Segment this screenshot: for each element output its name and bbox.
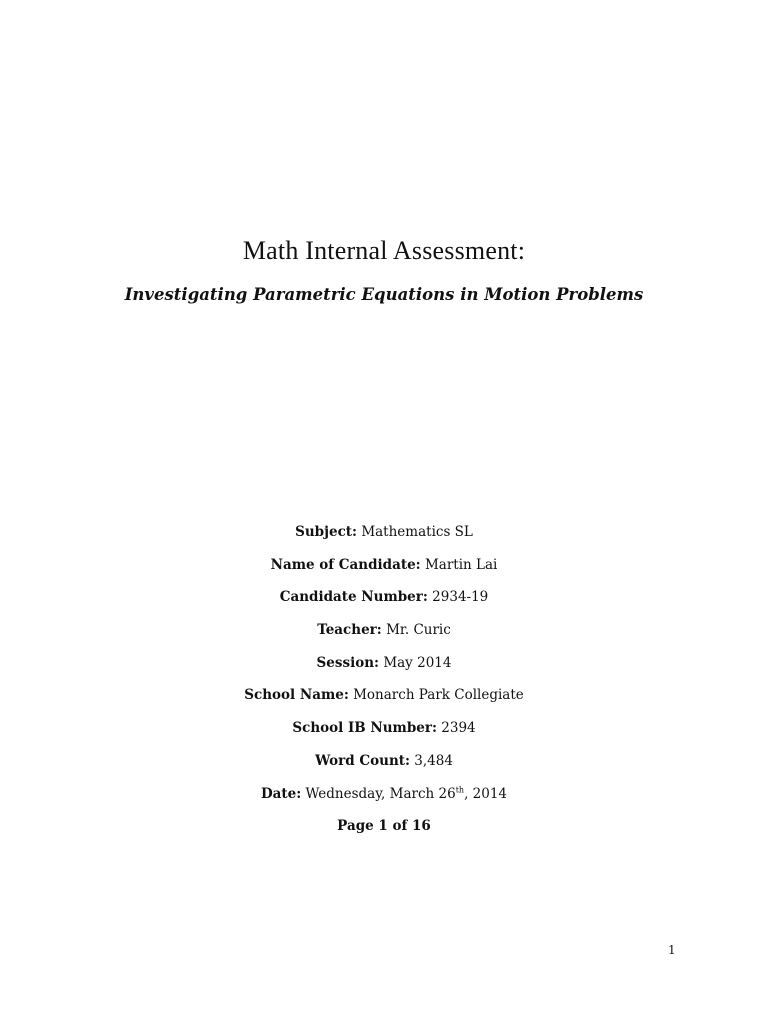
teacher-line [0,620,768,653]
page-of-line: Page 1 of 16 [337,818,431,835]
session-label: Session: [316,654,380,671]
candidate-number-label: Candidate Number: [279,589,428,606]
candidate-number-line [0,587,768,620]
school-ib-number-label: School IB Number: [292,720,437,737]
session-value: May 2014 [383,654,452,671]
date-label: Date: [260,785,302,802]
school-ib-number-line [0,718,768,751]
date-line [0,784,768,817]
word-count-label: Word Count: [315,752,410,769]
candidate-details [0,522,768,849]
date-value-main: Wednesday, March 26 [305,785,456,802]
date-value-year: , 2014 [464,785,508,802]
date-ordinal-suffix: th [455,785,465,794]
document-title: Math Internal Assessment: [242,236,526,265]
school-ib-number-value: 2394 [441,720,476,737]
subject-value: Mathematics SL [361,524,473,540]
candidate-name-label: Name of Candidate: [270,556,421,573]
word-count-value: 3,484 [414,752,453,769]
subject-label: Subject: [295,524,358,540]
school-name-line [0,685,768,718]
candidate-name-line [0,555,768,588]
date-value [306,786,508,802]
candidate-name-value: Martin Lai [424,556,498,573]
word-count-line [0,751,768,784]
page-number: 1 [668,943,676,957]
teacher-label: Teacher: [317,622,382,639]
document-subtitle: Investigating Parametric Equations in Motion Problems [124,285,644,304]
session-line [0,653,768,686]
subject-line [0,522,768,555]
candidate-number-value: 2934-19 [432,589,489,606]
school-name-value: Monarch Park Collegiate [353,687,524,704]
school-name-label: School Name: [244,687,349,704]
teacher-value: Mr. Curic [386,622,451,639]
